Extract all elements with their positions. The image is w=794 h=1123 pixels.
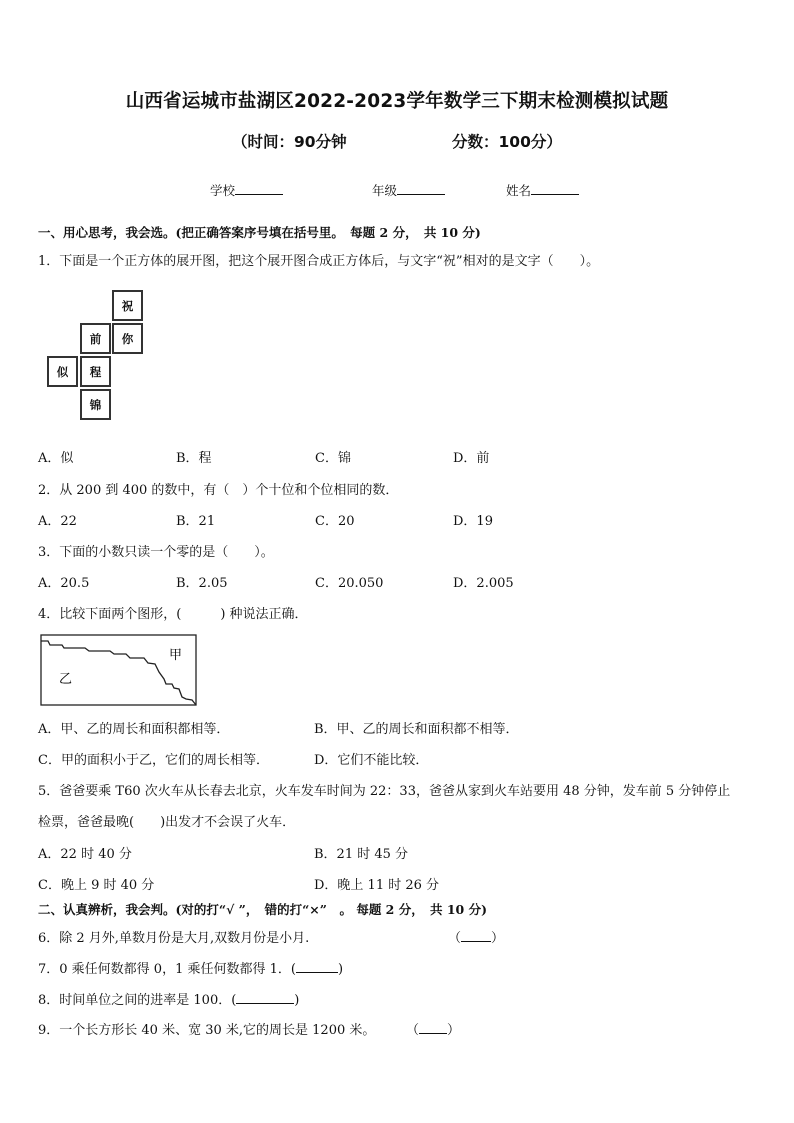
net-cell-zhu: 祝 bbox=[112, 290, 143, 321]
q2-option-b[interactable]: B．21 bbox=[176, 514, 216, 529]
q1-option-a[interactable]: A．似 bbox=[38, 451, 74, 466]
school-field bbox=[210, 181, 283, 199]
q5-option-d[interactable]: D．晚上 11 时 26 分 bbox=[314, 878, 440, 893]
q3-option-a[interactable]: A．20.5 bbox=[38, 576, 90, 591]
q9-answer-blank[interactable] bbox=[419, 1021, 447, 1034]
q4-option-a[interactable]: A．甲、乙的周长和面积都相等． bbox=[38, 722, 230, 737]
q8-line bbox=[38, 989, 299, 1008]
grade-field bbox=[372, 181, 445, 199]
name-blank[interactable] bbox=[531, 182, 579, 195]
net-cell-ni: 你 bbox=[112, 323, 143, 354]
grade-label: 年级 bbox=[372, 183, 398, 198]
q7-text: 7．0 乘任何数都得 0，1 乘任何数都得 1．( bbox=[38, 962, 296, 977]
q9-paren-left: （ bbox=[406, 1023, 420, 1038]
grade-blank[interactable] bbox=[397, 182, 445, 195]
q4-option-d[interactable]: D．它们不能比较． bbox=[314, 753, 429, 768]
q2-option-d[interactable]: D．19 bbox=[453, 514, 493, 529]
q3-option-b[interactable]: B．2.05 bbox=[176, 576, 228, 591]
q3-option-c[interactable]: C．20.050 bbox=[315, 576, 384, 591]
exam-score: 分数：100分） bbox=[452, 133, 562, 151]
q6-paren-right: ） bbox=[491, 931, 505, 946]
exam-title: 山西省运城市盐湖区2022-2023学年数学三下期末检测模拟试题 bbox=[125, 91, 669, 112]
q5-option-b[interactable]: B．21 时 45 分 bbox=[314, 847, 409, 862]
q5-text-line2: 检票，爸爸最晚( )出发才不会误了火车． bbox=[38, 815, 296, 830]
q5-text-line1: 5．爸爸要乘 T60 次火车从长春去北京，火车发车时间为 22：33，爸爸从家到火车站要用 48 分钟，发车前 5 分钟停止 bbox=[38, 784, 731, 799]
q4-outer-rectangle bbox=[41, 635, 196, 705]
school-label: 学校 bbox=[210, 183, 236, 198]
q4-text: 4．比较下面两个图形，( ) 种说法正确． bbox=[38, 607, 308, 622]
q6-answer-blank[interactable] bbox=[461, 929, 491, 942]
q9-answer[interactable] bbox=[406, 1019, 460, 1038]
q1-text: 1．下面是一个正方体的展开图，把这个展开图合成正方体后，与文字“祝”相对的是文字（ ）。 bbox=[38, 254, 600, 269]
q2-option-c[interactable]: C．20 bbox=[315, 514, 355, 529]
q3-option-d[interactable]: D．2.005 bbox=[453, 576, 514, 591]
q4-label-yi: 乙 bbox=[59, 672, 73, 687]
q6-text: 6．除 2 月外,单数月份是大月,双数月份是小月. bbox=[38, 931, 310, 946]
school-blank[interactable] bbox=[235, 182, 283, 195]
net-cell-si: 似 bbox=[47, 356, 78, 387]
q5-option-c[interactable]: C．晚上 9 时 40 分 bbox=[38, 878, 155, 893]
q8-answer-blank[interactable] bbox=[236, 991, 294, 1004]
section1-heading: 一、用心思考，我会选。(把正确答案序号填在括号里。 每题 2 分， 共 10 分) bbox=[38, 225, 481, 240]
name-label: 姓名 bbox=[506, 183, 532, 198]
q4-shapes-figure bbox=[40, 634, 198, 707]
q4-option-c[interactable]: C．甲的面积小于乙，它们的周长相等． bbox=[38, 753, 269, 768]
q7-line bbox=[38, 958, 343, 977]
q6-paren-left: （ bbox=[448, 931, 462, 946]
q9-text: 9．一个长方形长 40 米、宽 30 米,它的周长是 1200 米。 bbox=[38, 1023, 376, 1038]
q7-answer-blank[interactable] bbox=[296, 960, 338, 973]
q6-answer[interactable] bbox=[448, 927, 504, 946]
name-field bbox=[506, 181, 579, 199]
q4-option-b[interactable]: B．甲、乙的周长和面积都不相等． bbox=[314, 722, 519, 737]
net-cell-jin: 锦 bbox=[80, 389, 111, 420]
q7-paren-right: ) bbox=[337, 962, 344, 977]
net-cell-cheng: 程 bbox=[80, 356, 111, 387]
q8-paren-right: ) bbox=[294, 993, 300, 1008]
q8-text: 8．时间单位之间的进率是 100．( bbox=[38, 993, 237, 1008]
section2-heading: 二、认真辨析，我会判。(对的打“√ ”， 错的打“×” 。 每题 2 分， 共 10 分) bbox=[38, 902, 487, 917]
net-cell-qian: 前 bbox=[80, 323, 111, 354]
q1-option-c[interactable]: C．锦 bbox=[315, 451, 351, 466]
q2-option-a[interactable]: A．22 bbox=[38, 514, 77, 529]
q1-option-b[interactable]: B．程 bbox=[176, 451, 212, 466]
q4-label-jia: 甲 bbox=[169, 648, 183, 663]
q1-option-d[interactable]: D．前 bbox=[453, 451, 490, 466]
q5-option-a[interactable]: A．22 时 40 分 bbox=[38, 847, 132, 862]
q3-text: 3．下面的小数只读一个零的是（ ）。 bbox=[38, 545, 274, 560]
q9-paren-right: ） bbox=[447, 1023, 461, 1038]
exam-time: （时间：90分钟 bbox=[232, 133, 347, 151]
q2-text: 2．从 200 到 400 的数中，有（ ）个十位和个位相同的数． bbox=[38, 483, 399, 498]
